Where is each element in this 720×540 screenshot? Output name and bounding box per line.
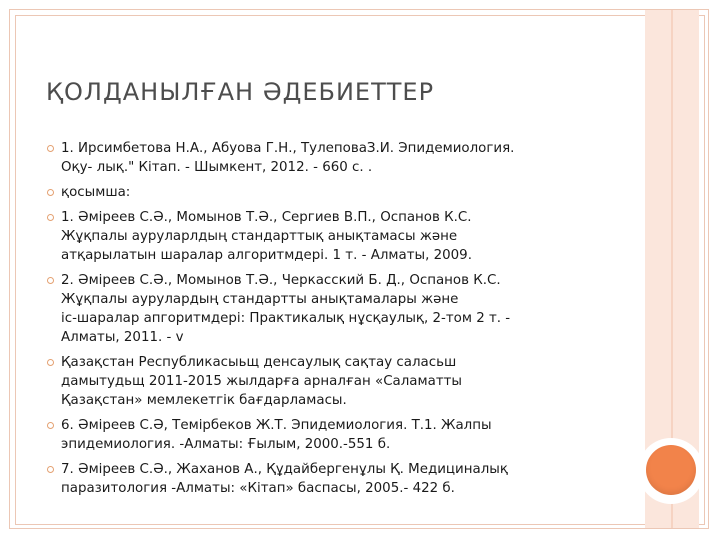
bullet-circle-icon <box>47 189 54 196</box>
reference-text: 1. Ирсимбетова Н.А., Абуова Г.Н., ТулеповаЗ.И. Эпидемиология. Оқу- лық." Кітап. - Шымкент, 2012. - 660 с. . <box>61 141 515 175</box>
bullet-circle-icon <box>47 466 54 473</box>
decorative-orange-circle <box>646 445 696 495</box>
reference-text: Қазақстан Республикасыьщ денсаулық сақтау саласьш дамытудьщ 2011-2015 жылдарға арналған «Саламатты Қазақстан» мемлекетгік бағдарламасы. <box>61 355 462 408</box>
reference-text: 6. Әміреев С.Ә, Темірбеков Ж.Т. Эпидемиология. Т.1. Жалпы эпидемиология. -Алматы: Ғылым, 2000.-551 б. <box>61 418 492 452</box>
slide-title: ҚОЛДАНЫЛҒАН ӘДЕБИЕТТЕР <box>46 78 435 106</box>
list-item <box>46 139 636 177</box>
reference-text: 2. Әміреев С.Ә., Момынов Т.Ә., Черкасский Б. Д., Оспанов К.С. Жұқпалы аурулардың стандартты анықтамалары және іс-шаралар апгоритмдері: Практикалық нұсқаулық, 2-том 2 т. - Алматы, 2011. - v <box>61 273 511 345</box>
list-item <box>46 208 636 265</box>
reference-text: 7. Әміреев С.Ә., Жаханов А., Құдайбергенұлы Қ. Медициналық паразитология -Алматы: «Кітап» баспасы, 2005.- 422 б. <box>61 462 508 496</box>
bullet-circle-icon <box>47 422 54 429</box>
list-item <box>46 353 636 410</box>
bullet-circle-icon <box>47 359 54 366</box>
bullet-circle-icon <box>47 214 54 221</box>
list-item <box>46 460 636 498</box>
reference-list <box>46 139 636 504</box>
list-item <box>46 416 636 454</box>
list-item <box>46 271 636 347</box>
bullet-circle-icon <box>47 145 54 152</box>
reference-text: қосымша: <box>61 185 131 200</box>
list-item <box>46 183 636 202</box>
bullet-circle-icon <box>47 277 54 284</box>
reference-text: 1. Әміреев С.Ә., Момынов Т.Ә., Сергиев В.П., Оспанов К.С. Жұқпалы ауруларлдың стандарттық анықтамасы және атқарылатын шаралар алгоритмдері. 1 т. - Алматы, 2009. <box>61 210 472 263</box>
